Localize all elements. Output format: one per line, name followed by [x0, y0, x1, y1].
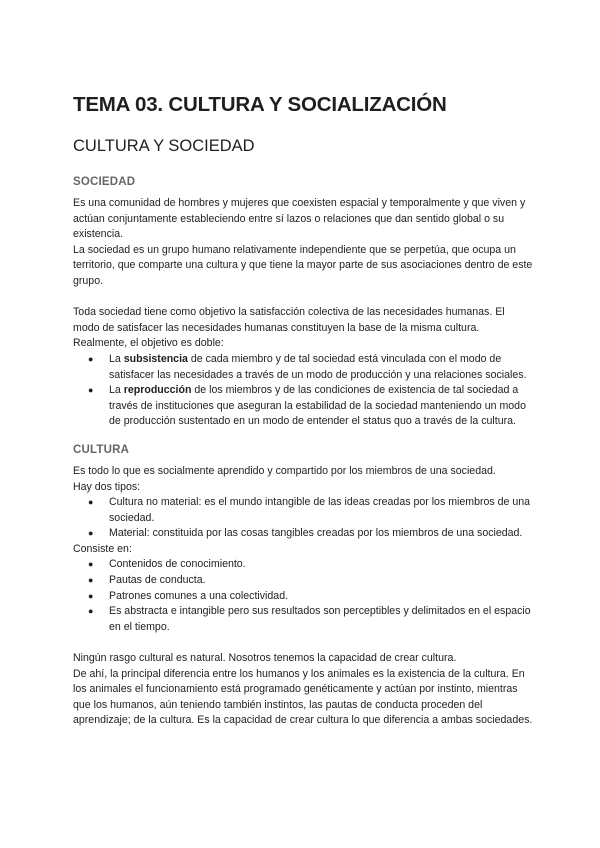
cultura-paragraph-5: De ahí, la principal diferencia entre los humanos y los animales es la existencia de la cultura. En los animales el funcionamiento está programado genéticamente y actúan por instinto, mientras que los humanos, aún teniendo también instintos, las pautas de conducta proceden del aprendizaje; de la cultura. Es la capacidad de crear cultura lo que diferencia a ambas sociedades. [73, 667, 533, 727]
list-item: ● Material: constituida por las cosas tangibles creadas por los miembros de una sociedad. [73, 526, 533, 542]
bullet-icon: ● [88, 590, 94, 601]
list-item: ● La subsistencia de cada miembro y de tal sociedad está vinculada con el modo de satisfacer las necesidades a través de un modo de producción y una relaciones sociales. [88, 352, 527, 381]
list-item: ● Pautas de conducta. [73, 573, 533, 589]
bold-term: reproducción [123, 384, 192, 397]
cultura-tipos-list [73, 495, 533, 542]
cultura-paragraph-4: Ningún rasgo cultural es natural. Nosotros tenemos la capacidad de crear cultura. [73, 652, 457, 665]
cultura-paragraph-3: Consiste en: [73, 542, 132, 555]
sociedad-paragraph-4: Realmente, el objetivo es doble: [73, 337, 224, 350]
cultura-consiste-list [73, 557, 533, 635]
list-item: ● Es abstracta e intangible pero sus resultados son perceptibles y delimitados en el espacio en el tiempo. [88, 605, 531, 633]
list-item: ● Patrones comunes a una colectividad. [73, 589, 533, 605]
cultura-paragraph-2: Hay dos tipos: [73, 480, 141, 493]
list-item: ● La reproducción de los miembros y de las condiciones de existencia de tal sociedad a través de instituciones que aseguran la estabilidad de la sociedad manteniendo un modo de producción sustentado en un modo de entender el status quo a través de la cultura. [88, 384, 526, 428]
bullet-icon: ● [88, 559, 94, 570]
bullet-icon: ● [88, 528, 94, 539]
bold-term: subsistencia [123, 352, 188, 365]
cultura-heading: CULTURA [73, 443, 130, 456]
cultura-paragraph-1: Es todo lo que es socialmente aprendido y compartido por los miembros de una sociedad. [73, 464, 496, 477]
bullet-icon: ● [88, 606, 94, 617]
bullet-icon: ● [88, 575, 94, 586]
sociedad-objetivos-list [73, 352, 533, 430]
section-title: CULTURA Y SOCIEDAD [73, 137, 255, 155]
sociedad-paragraph-2: La sociedad es un grupo humano relativamente independiente que se perpetúa, que ocupa un territorio, que comparte una cultura y que tiene la mayor parte de sus asociaciones dentro de este grupo. [73, 243, 533, 287]
list-item: ● Cultura no material: es el mundo intangible de las ideas creadas por los miembros de una sociedad. [88, 496, 531, 524]
document-content [73, 92, 533, 729]
bullet-icon: ● [88, 385, 94, 396]
sociedad-paragraph-3: Toda sociedad tiene como objetivo la satisfacción colectiva de las necesidades humanas. El modo de satisfacer las necesidades humanas constituyen la base de la misma cultura. [73, 306, 505, 334]
bullet-icon: ● [88, 353, 94, 364]
sociedad-paragraph-1: Es una comunidad de hombres y mujeres que coexisten espacial y temporalmente y que viven y actúan conjuntamente estableciendo entre sí lazos o relaciones que dan sentido global o su existencia. [73, 197, 526, 241]
bullet-icon: ● [88, 497, 94, 508]
list-item: ● Contenidos de conocimiento. [73, 557, 533, 573]
sociedad-heading: SOCIEDAD [73, 176, 136, 188]
page-title: TEMA 03. CULTURA Y SOCIALIZACIÓN [73, 93, 447, 116]
